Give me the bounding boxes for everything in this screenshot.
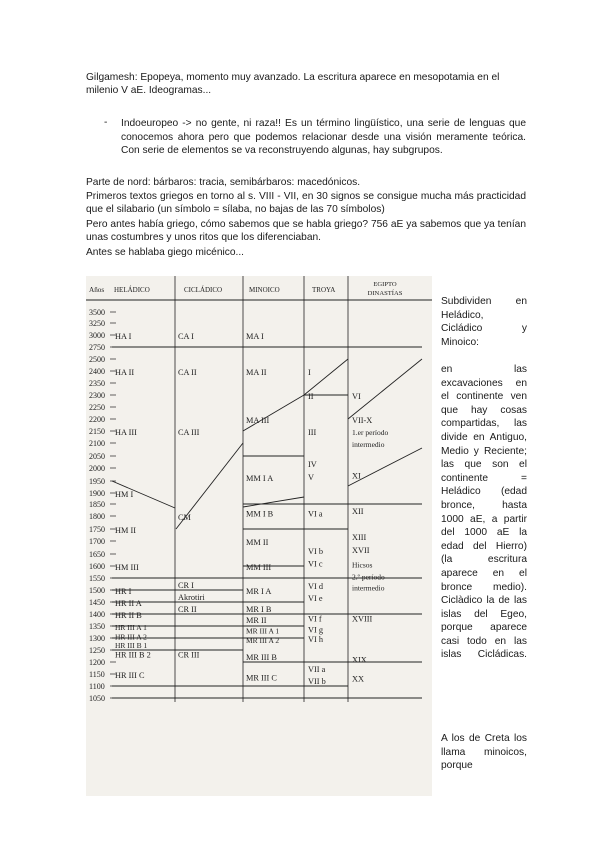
nord-paragraph: Parte de nord: bárbaros: tracia, semibárbaros: macedónicos. — [86, 177, 361, 188]
minoico-period-label: MR I B — [246, 605, 272, 614]
header-heladico: HELÁDICO — [114, 286, 150, 294]
year-label: 1450 — [89, 598, 105, 607]
header-minoico: MINOICO — [249, 286, 280, 294]
cicladico-period-label: Akrotiri — [178, 593, 205, 602]
egipto-period-label: VII-X — [352, 416, 373, 425]
troya-period-label: IV — [308, 460, 317, 470]
minoico-period-label: MR III A 2 — [246, 636, 280, 646]
heladico-period-label: HM I — [115, 490, 134, 499]
cicladico-period-label: CR III — [178, 650, 200, 660]
heladico-period-label: HA I — [115, 332, 132, 341]
heladico-period-label: HR III B 2 — [115, 650, 151, 660]
egipto-period-label: XIII — [352, 533, 367, 543]
header-cicladico: CICLÁDICO — [184, 286, 223, 294]
year-label: 2050 — [89, 452, 105, 461]
heladico-period-label: HR III A 2 — [115, 632, 147, 642]
year-label: 2350 — [89, 379, 105, 388]
egipto-period-label: XVIII — [352, 614, 373, 624]
troya-period-label: VI g — [308, 625, 323, 635]
troya-period-label: V — [308, 472, 314, 482]
troya-period-label: I — [308, 368, 311, 377]
minoico-period-label: MA II — [246, 368, 267, 377]
egipto-period-label: VI — [352, 392, 361, 401]
year-label: 2200 — [89, 415, 105, 424]
year-label: 1800 — [89, 512, 105, 521]
heladico-period-label: HA III — [115, 428, 137, 437]
year-label: 2750 — [89, 343, 105, 352]
side-paragraph-2: en las excavaciones en el continente ven que hay cosas compartidas, las divide en Antiguo, Medio y Reciente; las que son el continente = Heládico (edad bronce, hasta 1000 aE, a partir del 1000 aE la edad del Hierro) (la escritura aparece en el bronce medio). Ciclàdico la de las islas del Egeo, porque aparece casi todo en las islas Cicládicas. — [441, 364, 527, 661]
year-label: 1200 — [89, 658, 105, 667]
year-label: 2150 — [89, 427, 105, 436]
troya-period-label: VII a — [308, 665, 326, 674]
cicladico-period-label: CA II — [178, 368, 197, 377]
egipto-period-label: XIX — [352, 655, 367, 665]
year-label: 1650 — [89, 550, 105, 559]
troya-period-label: VI a — [308, 509, 323, 519]
year-label: 1350 — [89, 622, 105, 631]
egipto-period-label: intermedio — [352, 583, 385, 593]
minoico-period-label: MR III C — [246, 673, 277, 683]
year-label: 3500 — [89, 308, 105, 317]
year-label: 2250 — [89, 403, 105, 412]
heladico-period-label: HR I — [115, 587, 132, 596]
header-troya: TROYA — [312, 286, 336, 294]
heladico-period-label: HM II — [115, 526, 136, 535]
minoico-period-label: MA III — [246, 416, 270, 425]
year-label: 2000 — [89, 464, 105, 473]
minoico-period-label: MM I A — [246, 474, 274, 484]
minoico-period-label: MR III A 1 — [246, 626, 280, 636]
cicladico-period-label: CR II — [178, 605, 197, 614]
egipto-period-label: 2.º período — [352, 572, 385, 582]
year-label: 1500 — [89, 586, 105, 595]
cicladico-period-label: CA I — [178, 332, 194, 341]
heladico-period-label: HM III — [115, 563, 139, 572]
minoico-period-label: MR III B — [246, 653, 277, 662]
year-label: 1700 — [89, 537, 105, 546]
troya-period-label: VI d — [308, 582, 323, 592]
year-label: 1300 — [89, 634, 105, 643]
gilgamesh-paragraph: Gilgamesh: Epopeya, momento muy avanzado. La escritura aparece en mesopotamia en el milenio V aE. Ideogramas... — [86, 72, 500, 97]
heladico-period-label: HR II B — [115, 611, 142, 620]
year-label: 1600 — [89, 562, 105, 571]
heladico-period-label: HR III B 1 — [115, 641, 148, 650]
year-label: 1100 — [89, 682, 105, 691]
cicladico-period-label: CR I — [178, 581, 194, 590]
egipto-period-label: XII — [352, 507, 364, 516]
year-label: 3000 — [89, 331, 105, 340]
troya-period-label: II — [308, 392, 314, 401]
year-label: 2100 — [89, 439, 105, 448]
troya-period-label: VI h — [308, 635, 323, 644]
minoico-period-label: MR I A — [246, 587, 272, 596]
slanted-boundary — [348, 359, 422, 419]
side-paragraph-3: A los de Creta los llama minoicos, porque — [441, 733, 527, 772]
header-egipto: EGIPTO — [373, 281, 397, 288]
antes-paragraph: Antes se hablaba giego micénico... — [86, 247, 245, 258]
year-label: 1550 — [89, 574, 105, 583]
minoico-period-label: MA I — [246, 332, 264, 341]
year-label: 2500 — [89, 355, 105, 364]
year-label: 1250 — [89, 646, 105, 655]
troya-period-label: VII b — [308, 677, 326, 686]
year-label: 1900 — [89, 489, 105, 498]
bullet-marker: - — [104, 117, 108, 128]
egipto-period-label: XI — [352, 471, 361, 481]
troya-period-label: VI f — [308, 614, 322, 624]
heladico-period-label: HR III C — [115, 671, 145, 680]
troya-period-label: VI c — [308, 559, 323, 569]
heladico-period-label: HR III A 1 — [115, 623, 147, 632]
slanted-boundary — [243, 497, 304, 507]
minoico-period-label: MR II — [246, 615, 267, 625]
slanted-boundary — [243, 395, 304, 431]
year-label: 2300 — [89, 391, 105, 400]
year-label: 1150 — [89, 670, 105, 679]
minoico-period-label: MM II — [246, 538, 269, 547]
troya-period-label: VI e — [308, 594, 323, 604]
year-label: 3250 — [89, 319, 105, 328]
heladico-period-label: HA II — [115, 368, 135, 377]
egipto-period-label: XX — [352, 674, 364, 684]
minoico-period-label: MM III — [246, 563, 272, 572]
year-label: 1750 — [89, 525, 105, 534]
minoico-period-label: MM I B — [246, 509, 274, 519]
troya-period-label: VI b — [308, 547, 323, 557]
year-label: 1850 — [89, 500, 105, 509]
egipto-period-label: Hicsos — [352, 560, 373, 570]
cicladico-period-label: CA III — [178, 428, 200, 437]
egipto-period-label: 1.er período — [352, 428, 389, 437]
egipto-period-label: XVII — [352, 545, 370, 555]
year-label: 1950 — [89, 477, 105, 486]
header-anos: Años — [89, 286, 105, 294]
cicladico-period-label: CM — [178, 513, 191, 522]
year-label: 2400 — [89, 367, 105, 376]
heladico-period-label: HR II A — [115, 599, 142, 608]
troya-period-label: III — [308, 428, 317, 437]
primeros-textos-paragraph: Primeros textos griegos en torno al s. VIII - VII, en 30 signos se consigue mucha más practicidad que el silabario (un símbolo = sílaba, no bajas de las 70 símbolos) — [86, 191, 526, 216]
indoeuropeo-bullet: Indoeuropeo -> no gente, ni raza!! Es un término lingüístico, una serie de lenguas que conocemos ahora pero que podemos relacionar desde una visión meramente teórica. Con serie de elementos se va reconstruyendo algunas, hay subgrupos. — [121, 118, 526, 157]
side-paragraph-1: Subdividen en Heládico, Cicládico y Minoico: — [441, 296, 527, 348]
header-dinastias: DINASTÍAS — [367, 290, 403, 297]
chronology-table — [86, 276, 432, 796]
year-label: 1400 — [89, 610, 105, 619]
egipto-period-label: intermedio — [352, 440, 385, 449]
pero-antes-paragraph: Pero antes había griego, cómo sabemos que se habla griego? 756 aE ya sabemos que ya tenían unas costumbres y unos ritos que los diferenciaban. — [86, 219, 526, 244]
year-label: 1050 — [89, 694, 105, 703]
slanted-boundary — [304, 359, 348, 395]
